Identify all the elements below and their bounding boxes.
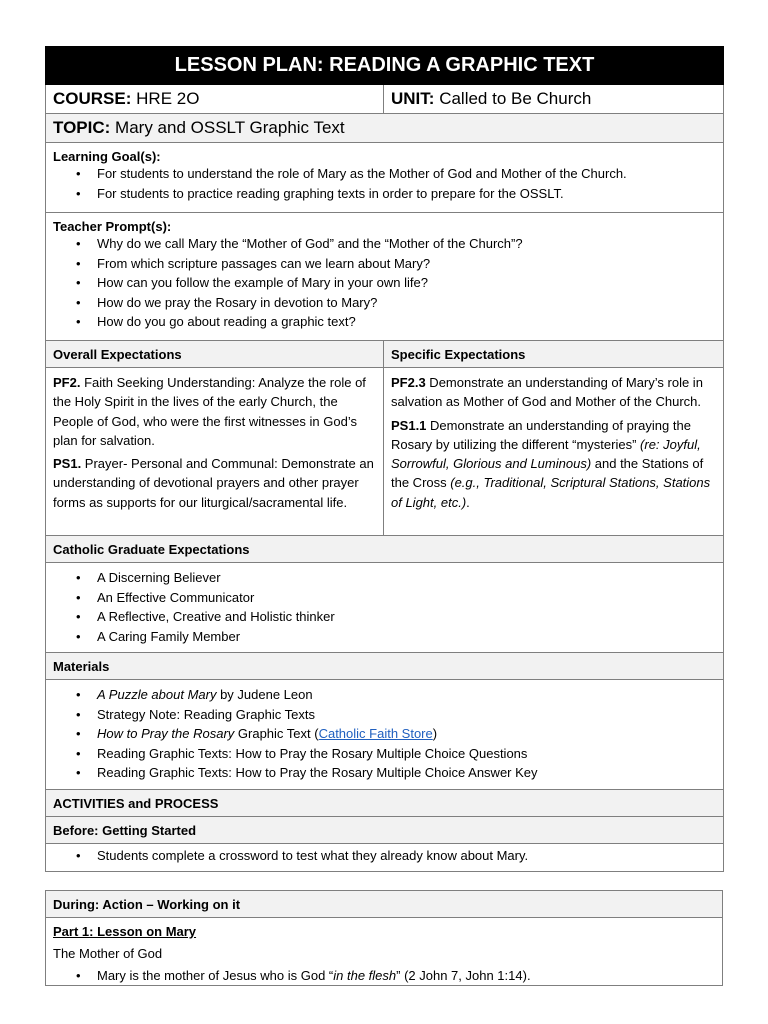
activities-heading: ACTIVITIES and PROCESS	[46, 790, 724, 817]
list-item: • A Caring Family Member	[97, 627, 716, 647]
material-title: How to Pray the Rosary	[97, 726, 235, 742]
expectation-text: and the Stations of the Cross	[391, 456, 704, 491]
unit-label: UNIT:	[391, 89, 435, 108]
expectation-text: .	[466, 494, 470, 510]
expectation-ps1-1	[391, 416, 716, 512]
mother-of-god-subheading: The Mother of God	[53, 946, 163, 962]
topic-cell	[46, 114, 724, 143]
expectation-text: Prayer- Personal and Communal: Demonstrate an understanding of devotional prayers and other prayer forms as supports for our liturgical/sacramental life.	[53, 456, 374, 510]
expectation-ps1	[53, 454, 376, 512]
list-item	[97, 966, 715, 986]
catholic-faith-store-link[interactable]: Catholic Faith Store	[318, 726, 433, 742]
material-title: A Puzzle about Mary	[97, 687, 217, 702]
course-label: COURSE:	[53, 89, 132, 108]
expectation-text: Demonstrate an understanding of Mary’s role in salvation as Mother of God and Mother of the Church.	[391, 375, 703, 410]
graduate-expectations-cell	[46, 563, 724, 653]
list-item: • From which scripture passages can we learn about Mary?	[97, 254, 716, 274]
expectation-text: Faith Seeking Understanding: Analyze the role of the Holy Spirit in the lives of the early Church, the People of God, who were the first witnesses in God’s plan for salvation.	[53, 375, 366, 448]
before-cell	[46, 844, 724, 872]
learning-goals-heading: Learning Goal(s):	[53, 149, 161, 164]
during-table	[45, 890, 723, 986]
during-heading: During: Action – Working on it	[46, 891, 723, 918]
during-text: Mary is the mother of Jesus who is God “	[97, 967, 334, 983]
unit-value: Called to Be Church	[439, 89, 592, 108]
list-item: • A Reflective, Creative and Holistic thinker	[97, 607, 716, 627]
teacher-prompts-cell	[46, 213, 724, 341]
teacher-prompts-list	[53, 234, 716, 332]
during-list	[53, 966, 715, 986]
course-value: HRE 2O	[136, 89, 200, 108]
list-item	[97, 724, 716, 744]
list-item: • Reading Graphic Texts: How to Pray the Rosary Multiple Choice Answer Key	[97, 763, 716, 783]
unit-cell	[384, 85, 724, 114]
expectation-code: PS1.1	[391, 417, 427, 433]
lesson-plan-table	[45, 46, 724, 872]
materials-cell	[46, 680, 724, 790]
topic-value: Mary and OSSLT Graphic Text	[115, 118, 345, 137]
expectation-code: PS1.	[53, 456, 82, 472]
specific-expectations-cell	[384, 368, 724, 536]
topic-label: TOPIC:	[53, 118, 111, 137]
list-item: • How can you follow the example of Mary in your own life?	[97, 273, 716, 293]
list-item: • How do we pray the Rosary in devotion to Mary?	[97, 293, 716, 313]
list-item: • For students to practice reading graphing texts in order to prepare for the OSSLT.	[97, 184, 716, 204]
list-item: • For students to understand the role of Mary as the Mother of God and Mother of the Church.	[97, 164, 716, 184]
lesson-plan-page	[45, 46, 723, 986]
teacher-prompts-heading: Teacher Prompt(s):	[53, 219, 172, 234]
expectation-code: PF2.3	[391, 375, 426, 390]
overall-expectations-heading: Overall Expectations	[46, 341, 384, 368]
before-heading: Before: Getting Started	[46, 817, 724, 844]
learning-goals-list	[53, 164, 716, 203]
expectation-text: Demonstrate an understanding of praying the Rosary by utilizing the different “mysteries”	[391, 417, 691, 452]
part1-heading: Part 1: Lesson on Mary	[53, 924, 197, 939]
overall-expectations-cell	[46, 368, 384, 536]
expectation-pf2	[53, 373, 376, 450]
material-text: by Judene Leon	[216, 687, 313, 702]
graduate-expectations-list	[53, 568, 716, 646]
materials-list	[53, 685, 716, 783]
learning-goals-cell	[46, 143, 724, 213]
list-item: • A Discerning Believer	[97, 568, 716, 588]
list-item: • Reading Graphic Texts: How to Pray the Rosary Multiple Choice Questions	[97, 744, 716, 764]
stations-list: (e.g., Traditional, Scriptural Stations, Stations of Light, etc.)	[391, 475, 711, 510]
graduate-expectations-heading: Catholic Graduate Expectations	[46, 536, 724, 563]
list-item	[97, 685, 716, 705]
before-list	[53, 846, 716, 866]
material-text: Graphic Text (	[234, 726, 319, 742]
list-item: • Why do we call Mary the “Mother of God” and the “Mother of the Church”?	[97, 234, 716, 254]
page-title: LESSON PLAN: READING A GRAPHIC TEXT	[46, 47, 724, 85]
mysteries-list: (re: Joyful, Sorrowful, Glorious and Luminous)	[391, 436, 701, 472]
expectation-pf2-3	[391, 373, 716, 412]
list-item: • Strategy Note: Reading Graphic Texts	[97, 705, 716, 725]
course-cell	[46, 85, 384, 114]
material-text: )	[432, 726, 438, 742]
list-item: • Students complete a crossword to test what they already know about Mary.	[97, 846, 716, 866]
during-cell	[46, 918, 723, 986]
specific-expectations-heading: Specific Expectations	[384, 341, 724, 368]
expectation-code: PF2.	[53, 375, 81, 390]
list-item: • How do you go about reading a graphic text?	[97, 312, 716, 332]
materials-heading: Materials	[46, 653, 724, 680]
during-text: ” (2 John 7, John 1:14).	[396, 967, 531, 983]
list-item: • An Effective Communicator	[97, 588, 716, 608]
during-italic-text: in the flesh	[333, 967, 397, 983]
